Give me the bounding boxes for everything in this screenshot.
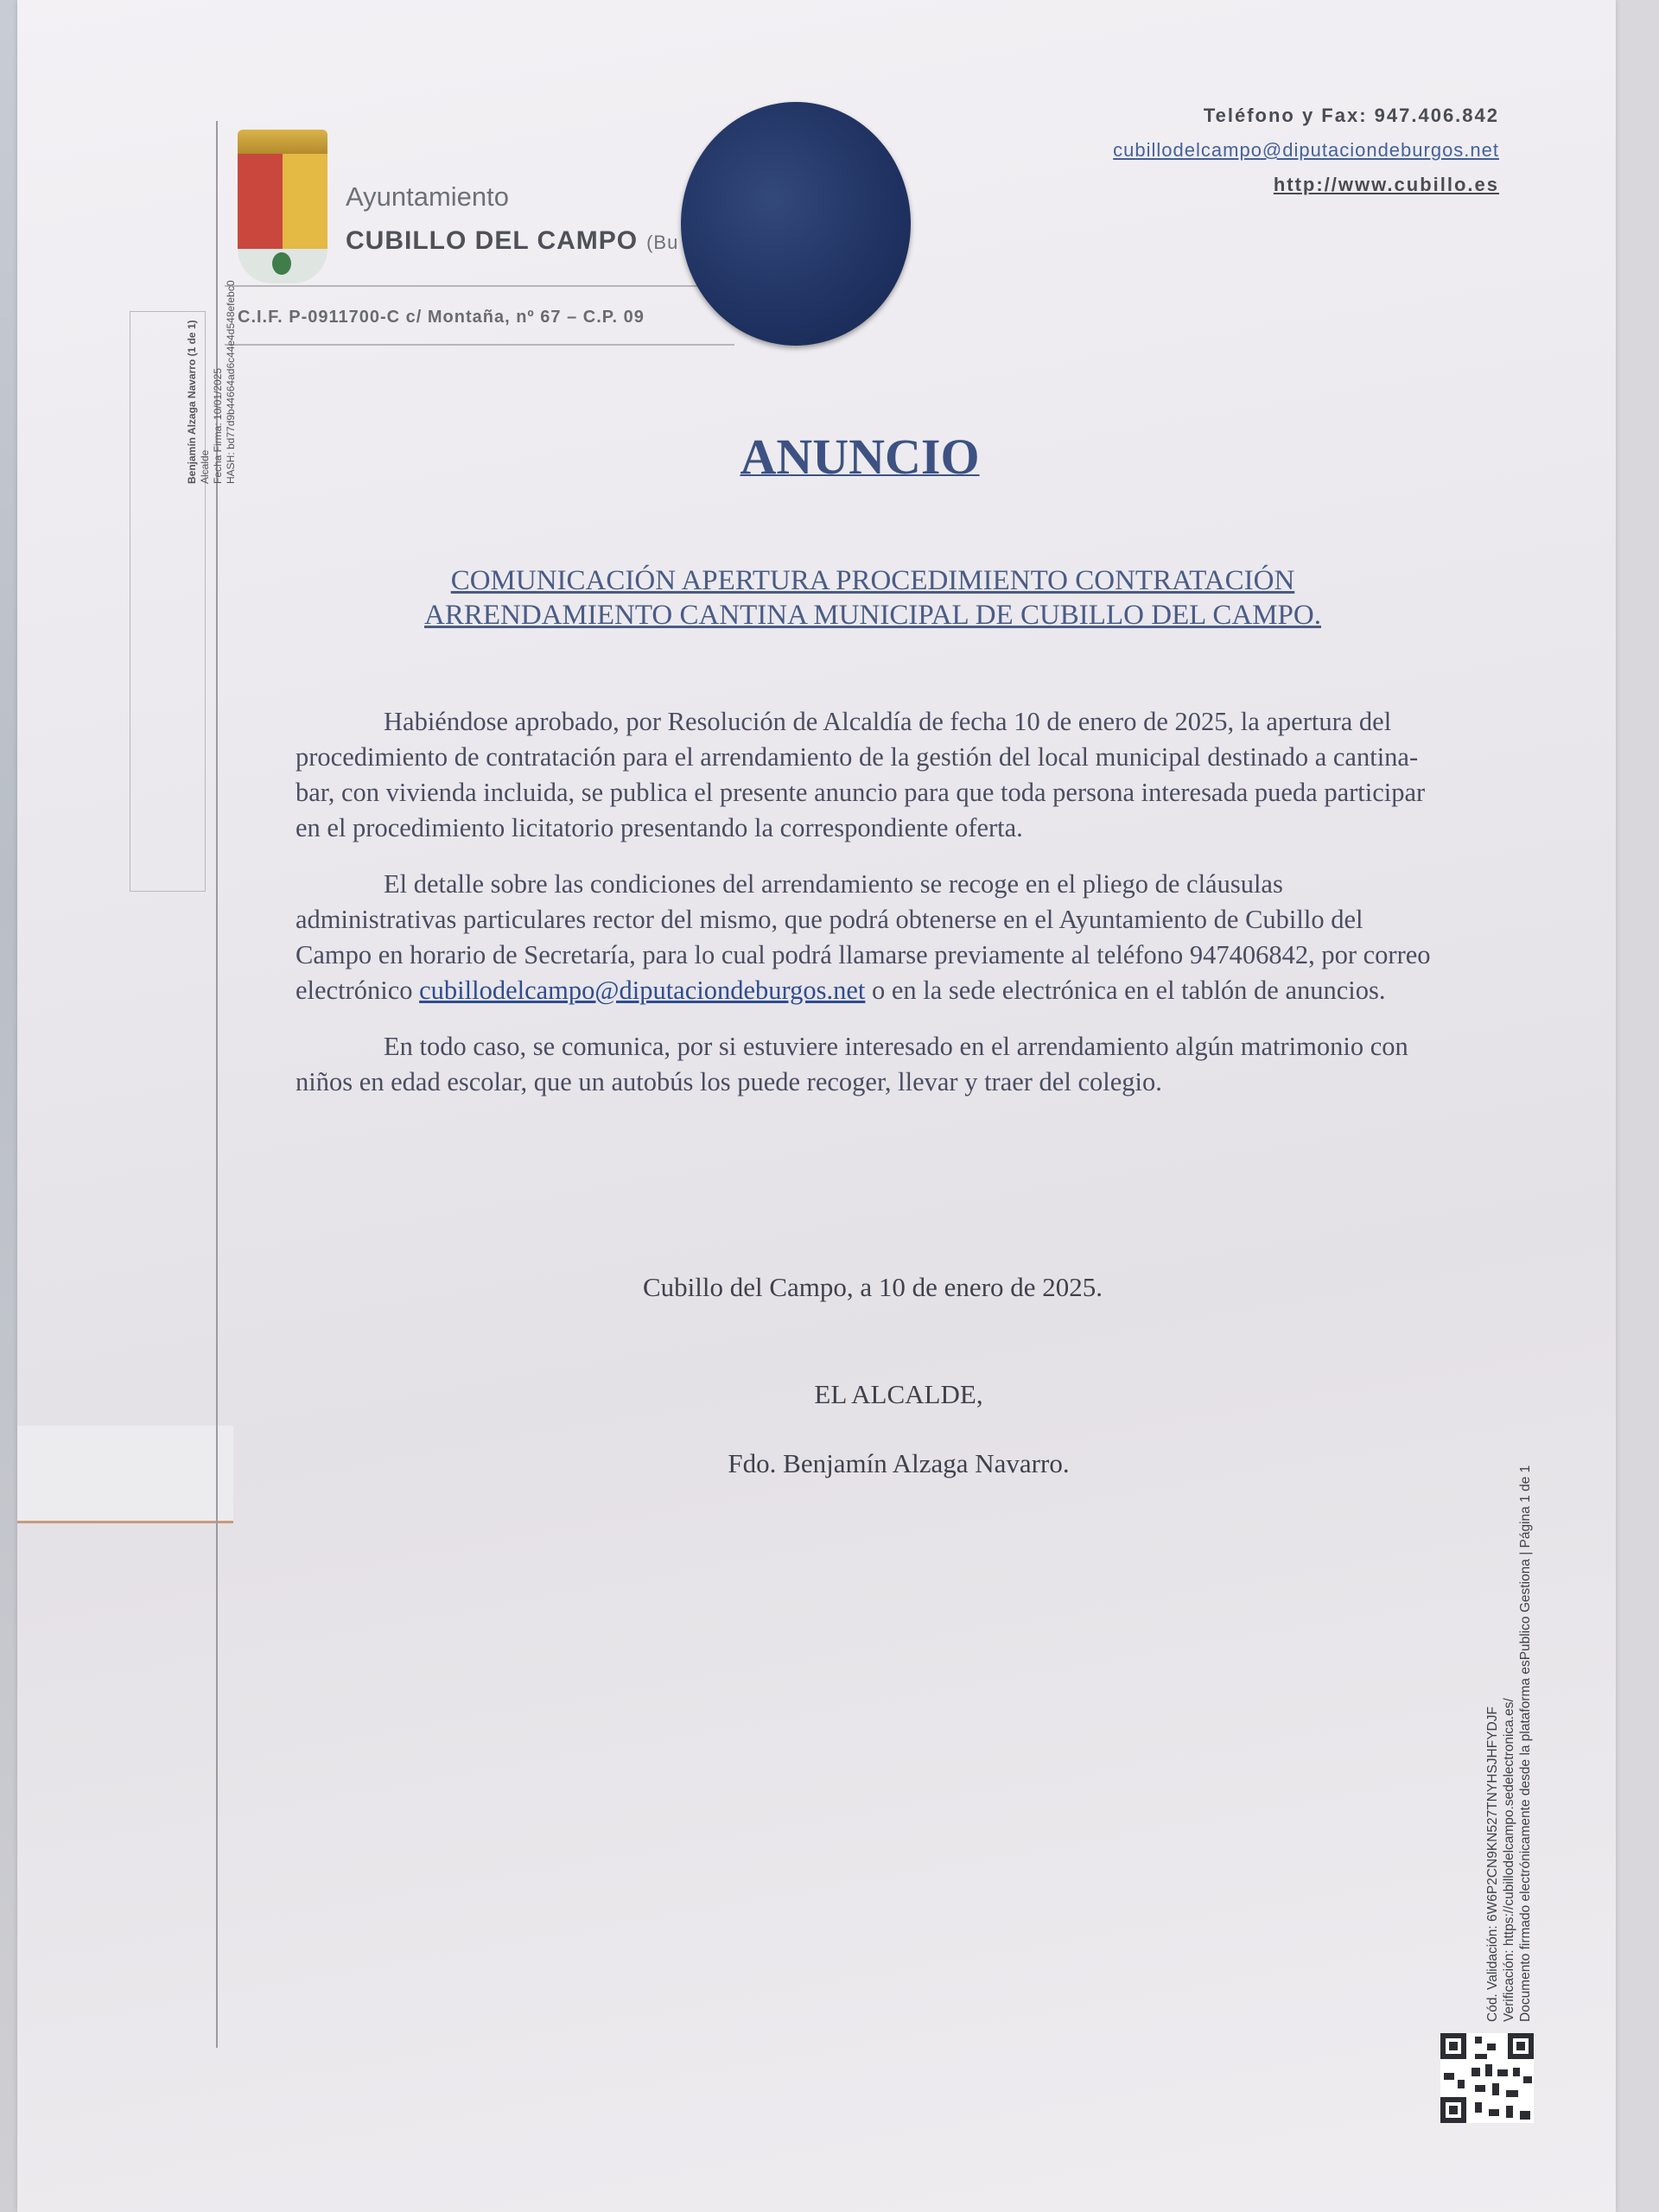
signer-line: Benjamín Alzaga Navarro (1 de 1) (186, 320, 198, 484)
header-rule (225, 285, 734, 287)
org-address: C.I.F. P-0911700-C c/ Montaña, nº 67 – C.P. 09 (238, 308, 645, 327)
subtitle-line2: ARRENDAMIENTO CANTINA MUNICIPAL DE CUBILLO DEL CAMPO. (424, 600, 1321, 631)
org-municipality: CUBILLO DEL CAMPO (346, 226, 639, 255)
qr-code-icon (1440, 2033, 1534, 2123)
org-province: (Bu (646, 232, 679, 253)
validation-footer (1484, 1348, 1534, 2022)
org-name-line2 (346, 226, 678, 256)
magnet-icon (681, 102, 911, 346)
subtitle-line1: COMUNICACIÓN APERTURA PROCEDIMIENTO CONTRATACIÓN (450, 565, 1295, 596)
paragraph-2-text-a: El detalle sobre las condiciones del arrendamiento se recoge en el pliego de cláusulas administrativas particulares rector del mismo, que podrá obtenerse en el Ayuntamiento de Cubillo del Campo en horario de Secretaría, para lo cual podrá llamarse previamente al teléfono 947406842, por correo electrónico (296, 869, 1431, 1005)
document-subtitle (311, 563, 1434, 632)
signature-hash: HASH: bd77d9b44664ad6c44e4d548efebc0 (225, 280, 237, 484)
document-body (296, 704, 1445, 1121)
contact-phone: Teléfono y Fax: 947.406.842 (1203, 105, 1499, 126)
contact-web-link[interactable]: http://www.cubillo.es (1273, 174, 1499, 195)
paragraph-3: En todo caso, se comunica, por si estuviere interesado en el arrendamiento algún matrimonio con niños en edad escolar, que un autobús los puede recoger, llevar y traer del colegio. (296, 1032, 1408, 1096)
document-title: ANUNCIO (740, 429, 980, 485)
validation-url: Verificación: https://cubillodelcampo.sedelectronica.es/ (1502, 1698, 1516, 2022)
validation-code: Cód. Validación: 6W6P2CN9KN527TNYHSJHFYDJF (1485, 1707, 1500, 2022)
place-date: Cubillo del Campo, a 10 de enero de 2025. (642, 1272, 1103, 1302)
document-title-wrap (0, 428, 1659, 486)
contact-email-link[interactable]: cubillodelcampo@diputaciondeburgos.net (1113, 139, 1499, 161)
validation-platform: Documento firmado electrónicamente desde la plataforma esPublico Gestiona | Página 1 de 1 (1518, 1465, 1533, 2022)
coat-of-arms-icon (238, 130, 327, 285)
address-rule (225, 344, 734, 346)
signer-role: Alcalde (199, 449, 211, 484)
signer-name: Fdo. Benjamín Alzaga Navarro. (728, 1448, 1070, 1478)
paragraph-2 (296, 867, 1445, 1008)
paragraph-2-email-link[interactable]: cubillodelcampo@diputaciondeburgos.net (419, 976, 866, 1005)
paragraph-2-text-b: o en la sede electrónica en el tablón de anuncios. (865, 976, 1386, 1005)
contact-block (1113, 99, 1499, 202)
signature-date: Fecha Firma: 10/01/2025 (212, 367, 224, 484)
signer-title: EL ALCALDE, (814, 1379, 983, 1409)
paragraph-1: Habiéndose aprobado, por Resolución de Alcaldía de fecha 10 de enero de 2025, la apertura del procedimiento de contratación para el arrendamiento de la gestión del local municipal destinado a cantina-bar, con vivienda incluida, se publica el presente anuncio para que toda persona interesada pueda participar en el procedimiento licitatorio presentando la correspondiente oferta. (296, 707, 1426, 842)
org-name-line1: Ayuntamiento (346, 181, 509, 212)
